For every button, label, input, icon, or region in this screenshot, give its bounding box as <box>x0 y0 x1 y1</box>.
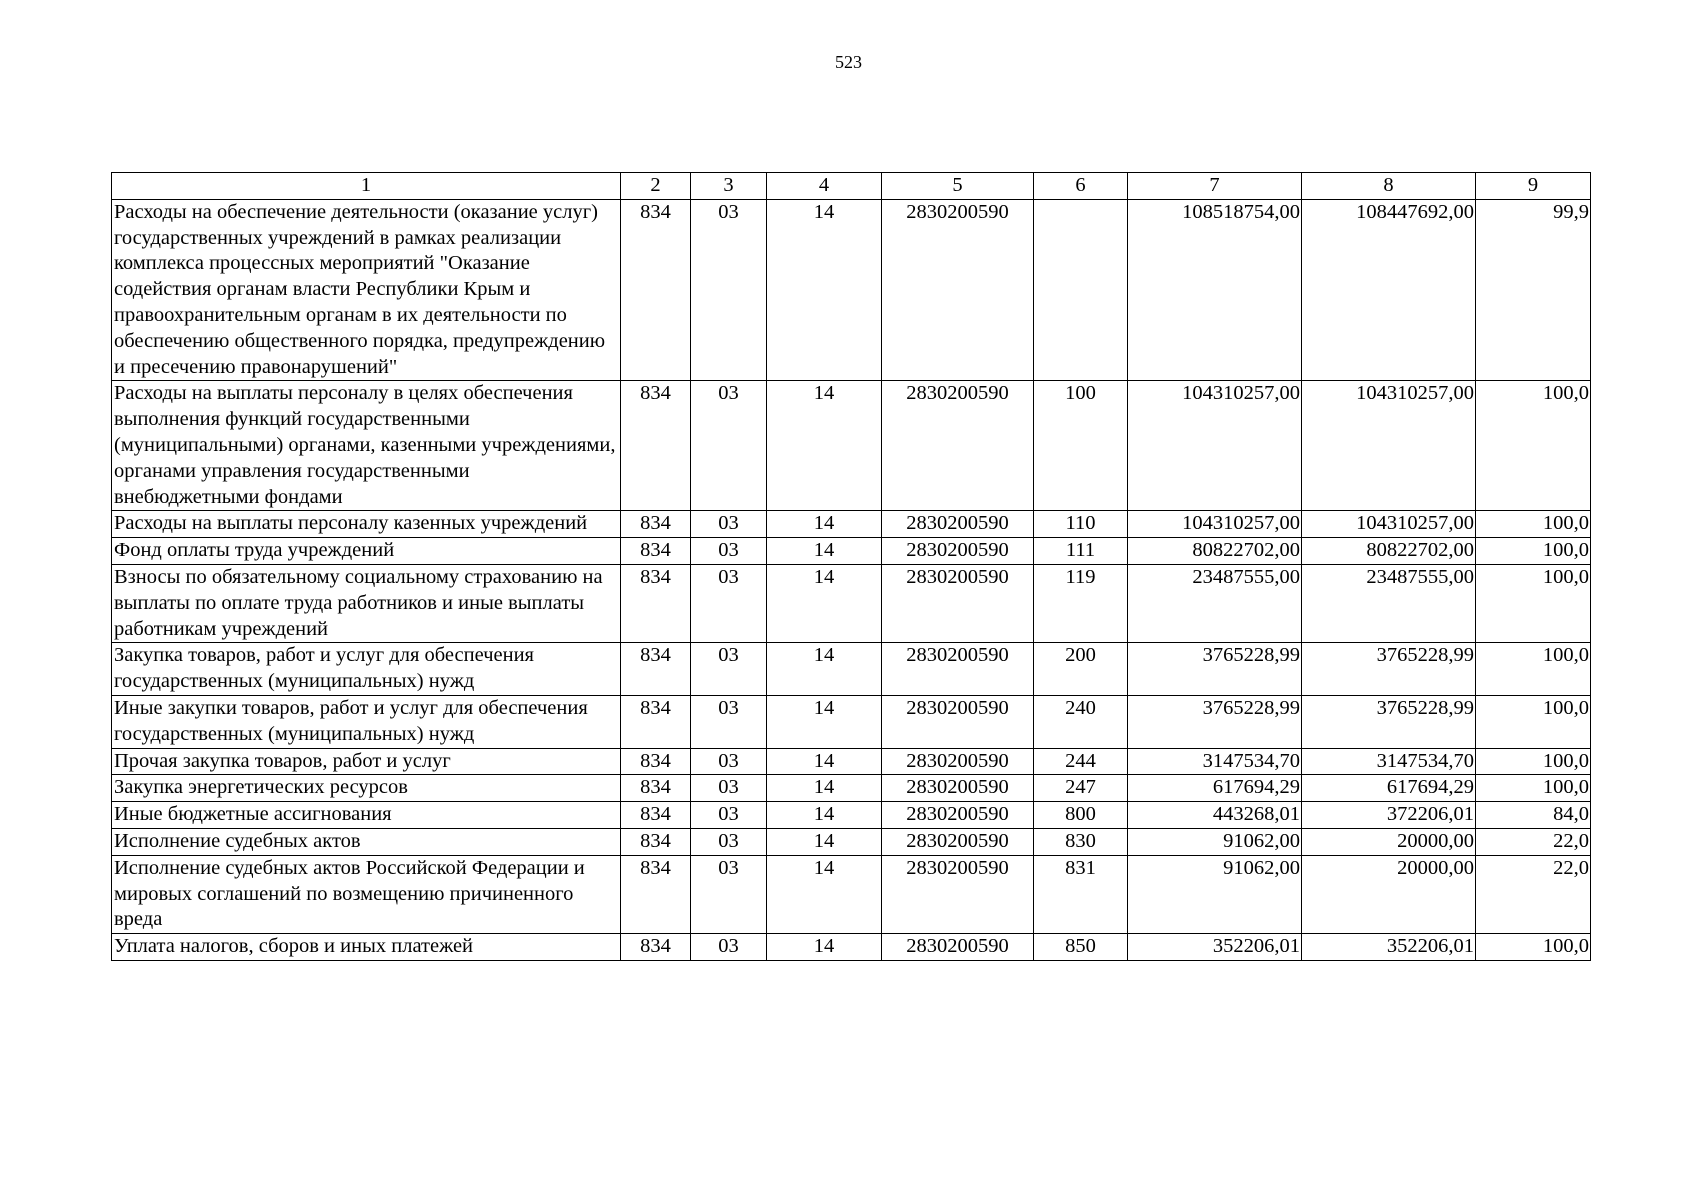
executed-amount-cell: 104310257,00 <box>1302 381 1476 511</box>
subsection-code-cell: 14 <box>767 775 882 802</box>
target-article-code-cell: 2830200590 <box>882 855 1034 933</box>
expense-name-cell: Исполнение судебных актов Российской Федерации и мировых соглашений по возмещению причиненного вреда <box>112 855 621 933</box>
subsection-code-cell: 14 <box>767 564 882 642</box>
execution-percent-cell: 100,0 <box>1476 748 1591 775</box>
planned-amount-cell: 443268,01 <box>1128 802 1302 829</box>
subsection-code-cell: 14 <box>767 199 882 381</box>
section-code-cell: 03 <box>691 748 767 775</box>
subsection-code-cell: 14 <box>767 695 882 748</box>
executed-amount-cell: 23487555,00 <box>1302 564 1476 642</box>
expense-name-cell: Прочая закупка товаров, работ и услуг <box>112 748 621 775</box>
table-row <box>112 828 1591 855</box>
department-code-cell: 834 <box>621 538 691 565</box>
target-article-code-cell: 2830200590 <box>882 828 1034 855</box>
table-row <box>112 855 1591 933</box>
section-code-cell: 03 <box>691 381 767 511</box>
table-row <box>112 511 1591 538</box>
planned-amount-cell: 108518754,00 <box>1128 199 1302 381</box>
execution-percent-cell: 99,9 <box>1476 199 1591 381</box>
subsection-code-cell: 14 <box>767 802 882 829</box>
expense-type-code-cell: 831 <box>1034 855 1128 933</box>
department-code-cell: 834 <box>621 775 691 802</box>
planned-amount-cell: 104310257,00 <box>1128 381 1302 511</box>
section-code-cell: 03 <box>691 643 767 696</box>
expense-name-cell: Фонд оплаты труда учреждений <box>112 538 621 565</box>
section-code-cell: 03 <box>691 199 767 381</box>
target-article-code-cell: 2830200590 <box>882 538 1034 565</box>
expense-type-code-cell: 200 <box>1034 643 1128 696</box>
department-code-cell: 834 <box>621 828 691 855</box>
table-row <box>112 695 1591 748</box>
section-code-cell: 03 <box>691 775 767 802</box>
table-row <box>112 643 1591 696</box>
expense-name-cell: Расходы на выплаты персоналу в целях обеспечения выполнения функций государственными (муниципальными) органами, казенными учреждениями, органами управления государственными внебюджетными фондами <box>112 381 621 511</box>
executed-amount-cell: 20000,00 <box>1302 828 1476 855</box>
execution-percent-cell: 100,0 <box>1476 643 1591 696</box>
department-code-cell: 834 <box>621 934 691 961</box>
section-code-cell: 03 <box>691 511 767 538</box>
execution-percent-cell: 84,0 <box>1476 802 1591 829</box>
executed-amount-cell: 617694,29 <box>1302 775 1476 802</box>
executed-amount-cell: 3147534,70 <box>1302 748 1476 775</box>
column-number: 3 <box>691 173 767 200</box>
table-row <box>112 199 1591 381</box>
execution-percent-cell: 100,0 <box>1476 775 1591 802</box>
column-number: 4 <box>767 173 882 200</box>
section-code-cell: 03 <box>691 802 767 829</box>
execution-percent-cell: 100,0 <box>1476 564 1591 642</box>
subsection-code-cell: 14 <box>767 934 882 961</box>
table-row <box>112 381 1591 511</box>
column-number: 8 <box>1302 173 1476 200</box>
target-article-code-cell: 2830200590 <box>882 748 1034 775</box>
planned-amount-cell: 617694,29 <box>1128 775 1302 802</box>
section-code-cell: 03 <box>691 695 767 748</box>
planned-amount-cell: 3765228,99 <box>1128 695 1302 748</box>
column-number: 5 <box>882 173 1034 200</box>
planned-amount-cell: 352206,01 <box>1128 934 1302 961</box>
target-article-code-cell: 2830200590 <box>882 643 1034 696</box>
department-code-cell: 834 <box>621 564 691 642</box>
department-code-cell: 834 <box>621 855 691 933</box>
execution-percent-cell: 100,0 <box>1476 934 1591 961</box>
planned-amount-cell: 91062,00 <box>1128 828 1302 855</box>
expense-type-code-cell: 244 <box>1034 748 1128 775</box>
executed-amount-cell: 3765228,99 <box>1302 695 1476 748</box>
executed-amount-cell: 352206,01 <box>1302 934 1476 961</box>
expense-type-code-cell: 100 <box>1034 381 1128 511</box>
expense-type-code-cell: 111 <box>1034 538 1128 565</box>
section-code-cell: 03 <box>691 855 767 933</box>
column-number: 7 <box>1128 173 1302 200</box>
section-code-cell: 03 <box>691 564 767 642</box>
executed-amount-cell: 3765228,99 <box>1302 643 1476 696</box>
expense-name-cell: Расходы на обеспечение деятельности (оказание услуг) государственных учреждений в рамках реализации комплекса процессных мероприятий "Оказание содействия органам власти Республики Крым и правоохранительным органам в их деятельности по обеспечению общественного порядка, предупреждению и пресечению правонарушений" <box>112 199 621 381</box>
expense-name-cell: Закупка товаров, работ и услуг для обеспечения государственных (муниципальных) нужд <box>112 643 621 696</box>
executed-amount-cell: 372206,01 <box>1302 802 1476 829</box>
column-number-row <box>112 173 1591 200</box>
column-number: 1 <box>112 173 621 200</box>
expense-type-code-cell: 110 <box>1034 511 1128 538</box>
target-article-code-cell: 2830200590 <box>882 695 1034 748</box>
execution-percent-cell: 22,0 <box>1476 855 1591 933</box>
execution-percent-cell: 22,0 <box>1476 828 1591 855</box>
target-article-code-cell: 2830200590 <box>882 381 1034 511</box>
column-number: 6 <box>1034 173 1128 200</box>
expense-name-cell: Расходы на выплаты персоналу казенных учреждений <box>112 511 621 538</box>
subsection-code-cell: 14 <box>767 748 882 775</box>
executed-amount-cell: 104310257,00 <box>1302 511 1476 538</box>
target-article-code-cell: 2830200590 <box>882 775 1034 802</box>
executed-amount-cell: 20000,00 <box>1302 855 1476 933</box>
table-row <box>112 934 1591 961</box>
execution-percent-cell: 100,0 <box>1476 538 1591 565</box>
subsection-code-cell: 14 <box>767 855 882 933</box>
table-row <box>112 748 1591 775</box>
executed-amount-cell: 80822702,00 <box>1302 538 1476 565</box>
target-article-code-cell: 2830200590 <box>882 802 1034 829</box>
target-article-code-cell: 2830200590 <box>882 511 1034 538</box>
executed-amount-cell: 108447692,00 <box>1302 199 1476 381</box>
subsection-code-cell: 14 <box>767 381 882 511</box>
column-number: 9 <box>1476 173 1591 200</box>
section-code-cell: 03 <box>691 538 767 565</box>
subsection-code-cell: 14 <box>767 828 882 855</box>
section-code-cell: 03 <box>691 828 767 855</box>
expense-name-cell: Исполнение судебных актов <box>112 828 621 855</box>
column-number: 2 <box>621 173 691 200</box>
expense-name-cell: Уплата налогов, сборов и иных платежей <box>112 934 621 961</box>
planned-amount-cell: 80822702,00 <box>1128 538 1302 565</box>
subsection-code-cell: 14 <box>767 538 882 565</box>
planned-amount-cell: 23487555,00 <box>1128 564 1302 642</box>
budget-table <box>111 172 1591 961</box>
department-code-cell: 834 <box>621 381 691 511</box>
expense-type-code-cell: 800 <box>1034 802 1128 829</box>
department-code-cell: 834 <box>621 802 691 829</box>
target-article-code-cell: 2830200590 <box>882 934 1034 961</box>
expense-type-code-cell: 247 <box>1034 775 1128 802</box>
execution-percent-cell: 100,0 <box>1476 381 1591 511</box>
table-row <box>112 564 1591 642</box>
department-code-cell: 834 <box>621 511 691 538</box>
subsection-code-cell: 14 <box>767 511 882 538</box>
target-article-code-cell: 2830200590 <box>882 199 1034 381</box>
expense-type-code-cell: 240 <box>1034 695 1128 748</box>
planned-amount-cell: 104310257,00 <box>1128 511 1302 538</box>
expense-name-cell: Закупка энергетических ресурсов <box>112 775 621 802</box>
execution-percent-cell: 100,0 <box>1476 695 1591 748</box>
expense-type-code-cell <box>1034 199 1128 381</box>
table-row <box>112 775 1591 802</box>
planned-amount-cell: 3765228,99 <box>1128 643 1302 696</box>
expense-name-cell: Взносы по обязательному социальному страхованию на выплаты по оплате труда работников и иные выплаты работникам учреждений <box>112 564 621 642</box>
execution-percent-cell: 100,0 <box>1476 511 1591 538</box>
target-article-code-cell: 2830200590 <box>882 564 1034 642</box>
table-row <box>112 802 1591 829</box>
department-code-cell: 834 <box>621 643 691 696</box>
expense-type-code-cell: 850 <box>1034 934 1128 961</box>
department-code-cell: 834 <box>621 695 691 748</box>
expense-type-code-cell: 119 <box>1034 564 1128 642</box>
department-code-cell: 834 <box>621 748 691 775</box>
planned-amount-cell: 91062,00 <box>1128 855 1302 933</box>
expense-name-cell: Иные закупки товаров, работ и услуг для обеспечения государственных (муниципальных) нужд <box>112 695 621 748</box>
expense-type-code-cell: 830 <box>1034 828 1128 855</box>
table-row <box>112 538 1591 565</box>
department-code-cell: 834 <box>621 199 691 381</box>
expense-name-cell: Иные бюджетные ассигнования <box>112 802 621 829</box>
page-number: 523 <box>835 52 862 72</box>
section-code-cell: 03 <box>691 934 767 961</box>
subsection-code-cell: 14 <box>767 643 882 696</box>
planned-amount-cell: 3147534,70 <box>1128 748 1302 775</box>
